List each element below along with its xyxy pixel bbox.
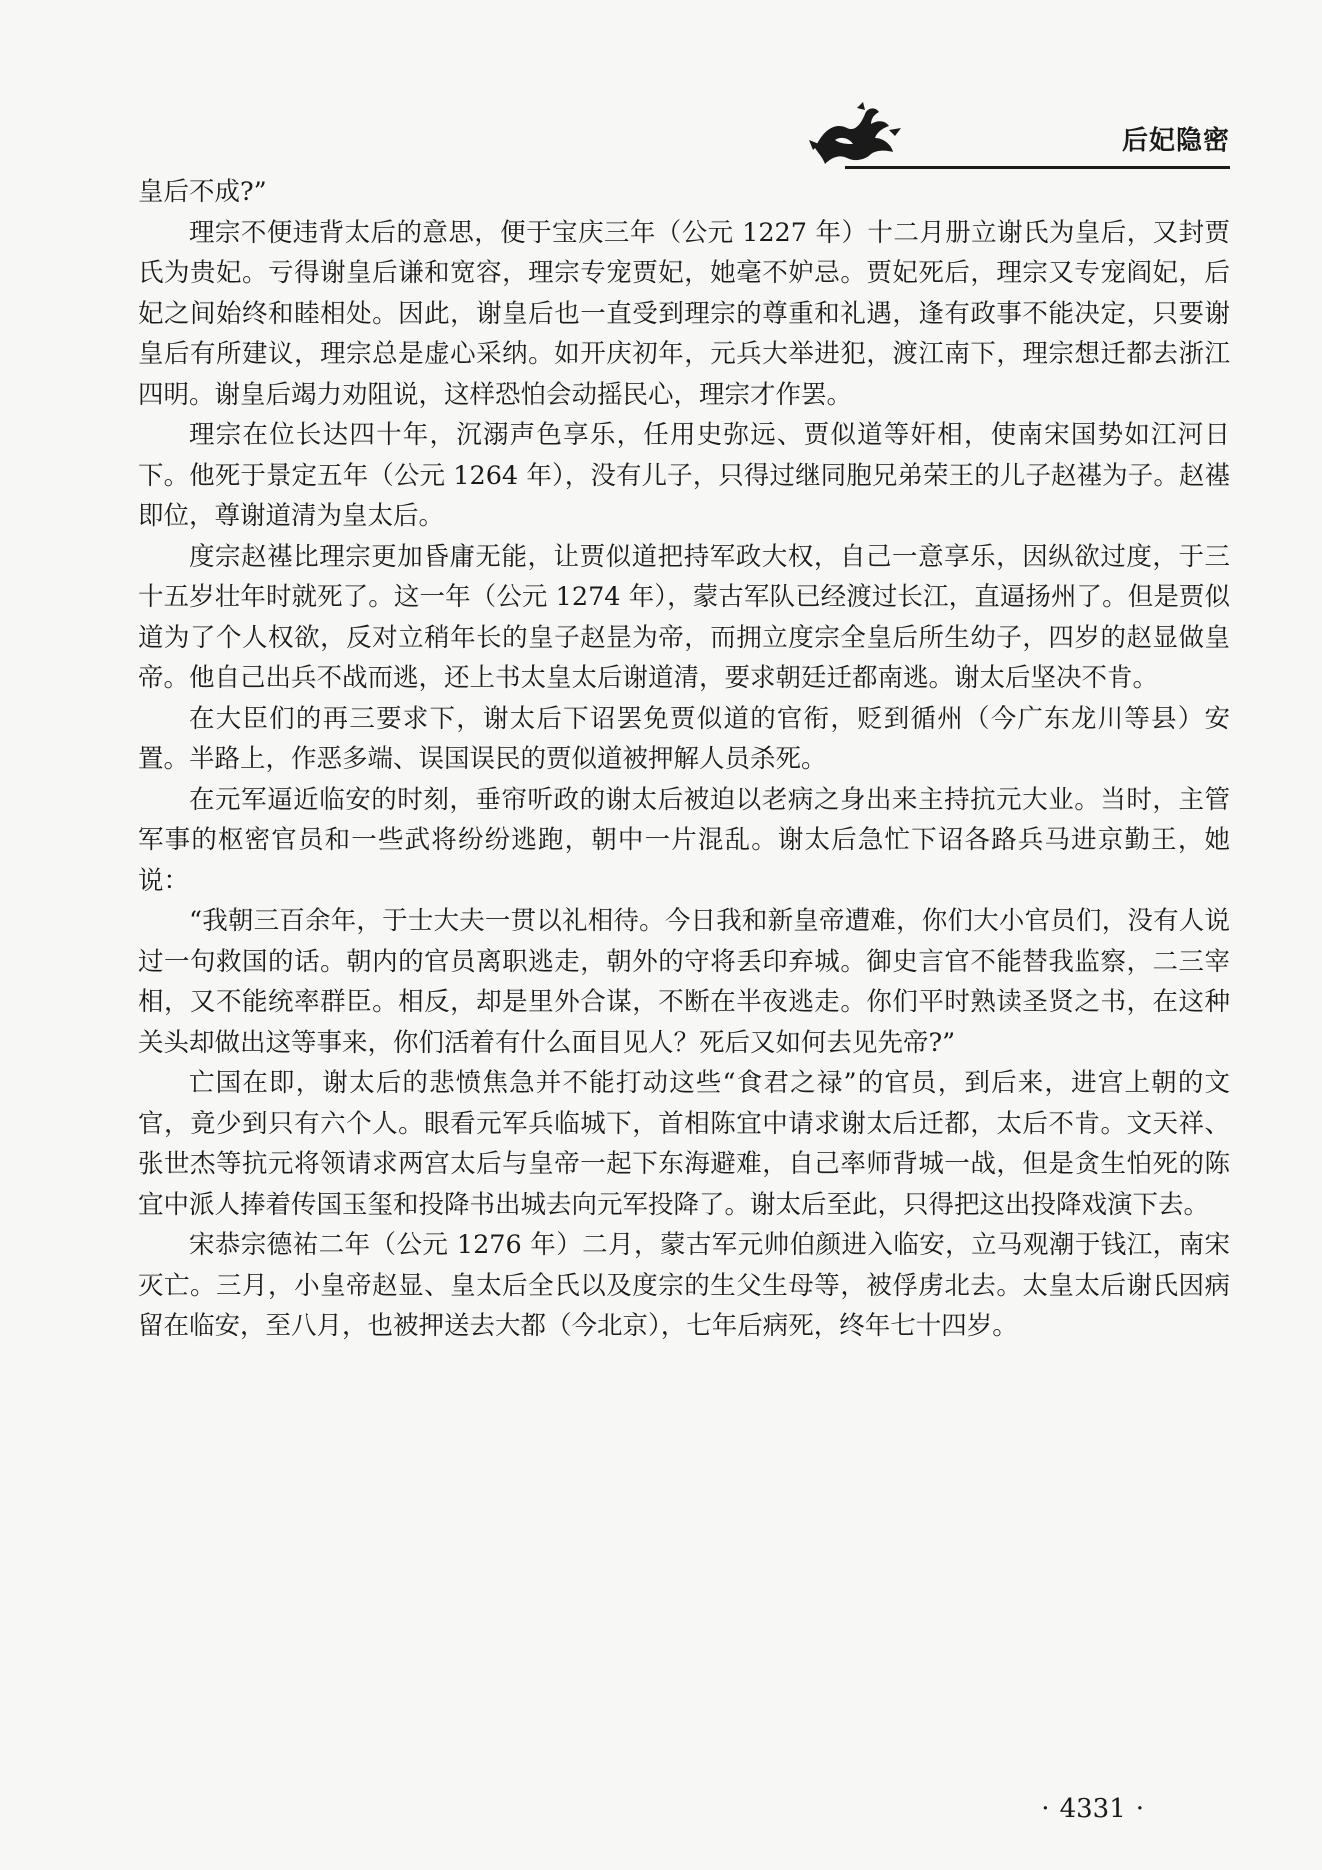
- paragraph: 理宗在位长达四十年，沉溺声色享乐，任用史弥远、贾似道等奸相，使南宋国势如江河日下。他死于景定五年（公元 1264 年），没有儿子，只得过继同胞兄弟荣王的儿子赵禥为子。赵禥即位，尊谢道清为皇太后。: [138, 420, 1230, 531]
- paragraph: 皇后不成?”: [138, 177, 267, 207]
- paragraph: 度宗赵禥比理宗更加昏庸无能，让贾似道把持军政大权，自己一意享乐，因纵欲过度，于三十五岁壮年时就死了。这一年（公元 1274 年），蒙古军队已经渡过长江，直逼扬州了。但是贾似道为了个人权欲，反对立稍年长的皇子赵昰为帝，而拥立度宗全皇后所生幼子，四岁的赵显做皇帝。他自己出兵不战而逃，还上书太皇太后谢道清，要求朝廷迁都南逃。谢太后坚决不肯。: [138, 541, 1230, 693]
- page-number: [1031, 1794, 1154, 1824]
- paragraph: 宋恭宗德祐二年（公元 1276 年）二月，蒙古军元帅伯颜进入临安，立马观潮于钱江，南宋灭亡。三月，小皇帝赵显、皇太后全氏以及度宗的生父生母等，被俘虏北去。太皇太后谢氏因病留在临安，至八月，也被押送去大都（今北京），七年后病死，终年七十四岁。: [138, 1230, 1230, 1341]
- quoted-speech: “我朝三百余年，于士大夫一贯以礼相待。今日我和新皇帝遭难，你们大小官员们，没有人说过一句救国的话。朝内的官员离职逃走，朝外的守将丢印弃城。御史言官不能替我监察，二三宰相，又不能统率群臣。相反，却是里外合谋，不断在半夜逃走。你们平时熟读圣贤之书，在这种关头却做出这等事来，你们活着有什么面目见人？死后又如何去见先帝?”: [138, 906, 1230, 1058]
- paragraph: 在元军逼近临安的时刻，垂帘听政的谢太后被迫以老病之身出来主持抗元大业。当时，主管军事的枢密官员和一些武将纷纷逃跑，朝中一片混乱。谢太后急忙下诏各路兵马进京勤王，她说：: [138, 784, 1230, 896]
- page-number-dot-right: ·: [1135, 1794, 1144, 1824]
- dragon-icon: [805, 100, 905, 170]
- article-body: [138, 172, 1230, 1347]
- paragraph: 理宗不便违背太后的意思，便于宝庆三年（公元 1227 年）十二月册立谢氏为皇后，又封贾氏为贵妃。亏得谢皇后谦和宽容，理宗专宠贾妃，她毫不妒忌。贾妃死后，理宗又专宠阎妃，后妃之间始终和睦相处。因此，谢皇后也一直受到理宗的尊重和礼遇，逢有政事不能决定，只要谢皇后有所建议，理宗总是虚心采纳。如开庆初年，元兵大举进犯，渡江南下，理宗想迁都去浙江四明。谢皇后竭力劝阻说，这样恐怕会动摇民心，理宗才作罢。: [138, 217, 1230, 410]
- page-header: [805, 100, 1230, 170]
- page-number-dot-left: ·: [1041, 1794, 1050, 1824]
- page-number-value: 4331: [1059, 1794, 1126, 1824]
- paragraph: 在大臣们的再三要求下，谢太后下诏罢免贾似道的官衔，贬到循州（今广东龙川等县）安置。半路上，作恶多端、误国误民的贾似道被押解人员杀死。: [138, 703, 1230, 774]
- section-title: 后妃隐密: [1121, 126, 1230, 156]
- paragraph: 亡国在即，谢太后的悲愤焦急并不能打动这些“食君之禄”的官员，到后来，进宫上朝的文官，竟少到只有六个人。眼看元军兵临城下，首相陈宜中请求谢太后迁都，太后不肯。文天祥、张世杰等抗元将领请求两宫太后与皇帝一起下东海避难，自己率师背城一战，但是贪生怕死的陈宜中派人捧着传国玉玺和投降书出城去向元军投降了。谢太后至此，只得把这出投降戏演下去。: [138, 1068, 1230, 1220]
- header-rule: [845, 166, 1230, 169]
